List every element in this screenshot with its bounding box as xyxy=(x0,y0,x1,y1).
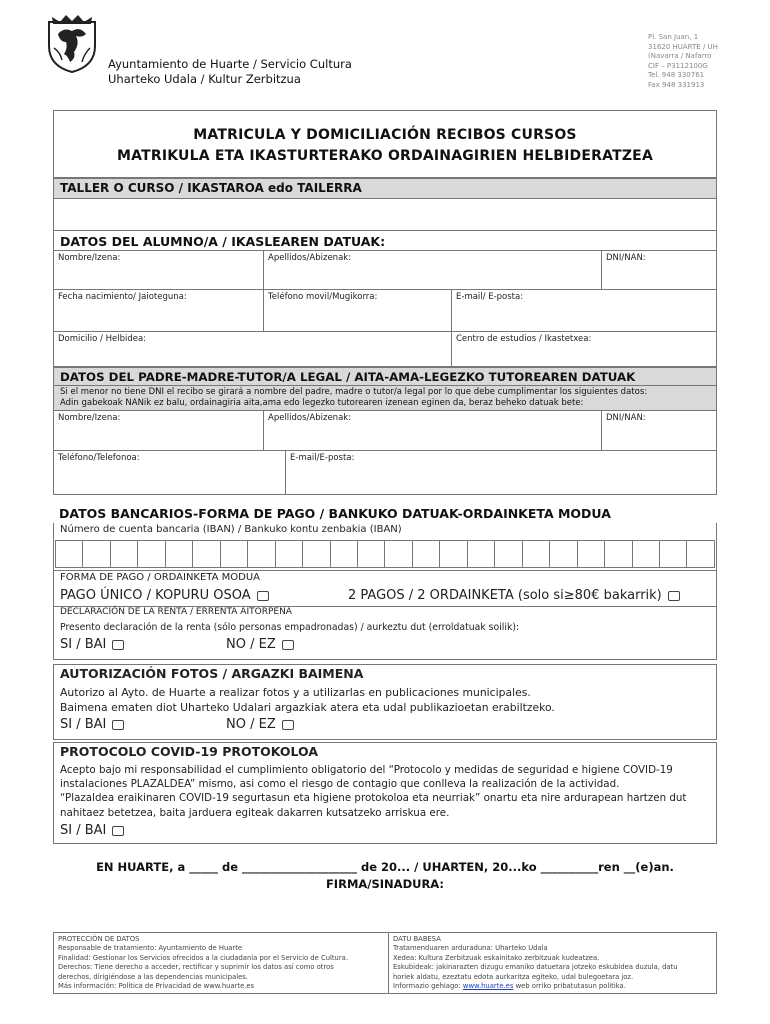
guardian-row-2 xyxy=(53,451,717,495)
address-line: (Navarra / Nafarro xyxy=(648,52,712,61)
two-payments-label: 2 PAGOS / 2 ORDAINKETA (solo si≥80€ bakarrik) xyxy=(348,588,662,603)
org-line-1: Ayuntamiento de Huarte / Servicio Cultura xyxy=(108,57,352,71)
address-line: 31620 HUARTE / UH xyxy=(648,42,718,51)
iban-digit-box[interactable] xyxy=(578,540,605,568)
covid-heading: PROTOCOLO COVID-19 PROTOKOLOA xyxy=(60,744,318,759)
guardian-name-field[interactable]: Nombre/Izena: xyxy=(54,411,264,450)
organization-address xyxy=(648,33,718,91)
org-line-2: Uharteko Udala / Kultur Zerbitzua xyxy=(108,72,301,86)
photos-no-checkbox[interactable] xyxy=(282,720,294,730)
data-protection-eu xyxy=(389,933,716,993)
course-heading: TALLER O CURSO / IKASTAROA edo TAILERRA xyxy=(53,178,717,199)
two-payments-option xyxy=(348,588,680,603)
iban-digit-box[interactable] xyxy=(303,540,330,568)
iban-digit-box[interactable] xyxy=(111,540,138,568)
iban-digit-box[interactable] xyxy=(550,540,577,568)
footer-line: Finalidad: Gestionar los Servicios ofrecidos a la ciudadanía por el Servicio de Cultura. xyxy=(58,953,348,962)
student-dni-field[interactable]: DNI/NAN: xyxy=(606,253,646,263)
guardian-dni-field[interactable]: DNI/NAN: xyxy=(606,413,646,423)
iban-digit-box[interactable] xyxy=(385,540,412,568)
form-title-es: MATRICULA Y DOMICILIACIÓN RECIBOS CURSOS xyxy=(193,127,577,143)
footer-line: Derechos: Tiene derecho a acceder, rectificar y suprimir los datos así como otros xyxy=(58,963,334,972)
address-line: Fax 948 331913 xyxy=(648,80,705,89)
footer-line: PROTECCIÓN DE DATOS xyxy=(58,935,140,943)
footer-line: Tratamenduaren arduraduna: Uharteko Udala xyxy=(393,944,548,953)
data-protection-es xyxy=(54,933,389,993)
iban-input[interactable] xyxy=(55,540,715,568)
guardian-row-1 xyxy=(53,411,717,451)
iban-digit-box[interactable] xyxy=(605,540,632,568)
guardian-note-eu: Adin gabekoak NANik ez balu, ordainagiria aita,ama edo legezko tutorearen izenean eginen da, beraz beheko datuak bete: xyxy=(60,398,584,408)
covid-yes-option xyxy=(60,823,124,838)
student-email-field[interactable]: E-mail/ E-posta: xyxy=(456,292,524,302)
footer-line: DATU BABESA xyxy=(393,935,441,943)
photos-no-option xyxy=(226,717,294,732)
footer-line: derechos, dirigiéndose a las dependencias municipales. xyxy=(58,972,249,981)
student-phone-field[interactable]: Teléfono movil/Mugikorra: xyxy=(264,290,452,331)
renta-yes-option xyxy=(60,637,124,652)
iban-digit-box[interactable] xyxy=(166,540,193,568)
iban-digit-box[interactable] xyxy=(138,540,165,568)
bank-heading: DATOS BANCARIOS-FORMA DE PAGO / BANKUKO DATUAK-ORDAINKETA MODUA xyxy=(53,503,717,523)
renta-text: Presento declaración de la renta (sólo personas empadronadas) / aurkeztu dut (erroldatuak soilik): xyxy=(60,622,520,633)
single-payment-label: PAGO ÚNICO / KOPURU OSOA xyxy=(60,588,251,603)
footer-line: Xedea: Kultura Zerbitzuak eskainitako zerbitzuak kudeatzea. xyxy=(393,953,600,962)
covid-yes-label: SI / BAI xyxy=(60,823,107,838)
photos-text-es: Autorizo al Ayto. de Huarte a realizar fotos y a utilizarlas en publicaciones municipales. xyxy=(60,686,531,699)
iban-digit-box[interactable] xyxy=(440,540,467,568)
coat-of-arms-icon xyxy=(46,12,98,74)
iban-digit-box[interactable] xyxy=(660,540,687,568)
guardian-phone-field[interactable]: Teléfono/Telefonoa: xyxy=(54,451,286,494)
footer-line xyxy=(393,982,712,991)
photos-yes-checkbox[interactable] xyxy=(112,720,124,730)
divider xyxy=(53,570,717,571)
student-name-field[interactable]: Nombre/Izena: xyxy=(54,251,264,289)
single-payment-checkbox[interactable] xyxy=(257,591,269,601)
renta-no-label: NO / EZ xyxy=(226,637,276,652)
covid-text-eu-2: nahitaez betetzea, baita jarduera egiteak dakarren kutsatzeko arriskua ere. xyxy=(60,807,450,819)
student-surname-field[interactable]: Apellidos/Abizenak: xyxy=(264,251,602,289)
iban-digit-box[interactable] xyxy=(358,540,385,568)
guardian-surname-field[interactable]: Apellidos/Abizenak: xyxy=(264,411,602,450)
guardian-note-es: Si el menor no tiene DNI el recibo se girará a nombre del padre, madre o tutor/a legal por lo que debe cumplimentar los siguientes datos: xyxy=(60,387,648,397)
signature-date-line: EN HUARTE, a _____ de ____________________ de 20... / UHARTEN, 20...ko __________ren __(e)an. xyxy=(96,860,674,874)
page-header xyxy=(0,0,770,100)
iban-digit-box[interactable] xyxy=(687,540,714,568)
form-title-box xyxy=(53,110,717,178)
iban-digit-box[interactable] xyxy=(523,540,550,568)
footer-line: Eskubideak: jakinarazten dizugu emaniko datuetara jotzeko eskubidea duzula, datu xyxy=(393,963,678,972)
address-line: Pl. San Juan, 1 xyxy=(648,33,699,41)
photos-no-label: NO / EZ xyxy=(226,717,276,732)
iban-digit-box[interactable] xyxy=(331,540,358,568)
renta-label: DECLARACIÓN DE LA RENTA / ERRENTA AITORPENA xyxy=(60,607,292,617)
renta-no-checkbox[interactable] xyxy=(282,640,294,650)
covid-text-eu-1: “Plazaldea eraikinaren COVID-19 segurtasun eta higiene protokoloa eta neurriak” onartu eta nire ardurapean hartzen dut xyxy=(60,792,687,804)
signature-label: FIRMA/SINADURA: xyxy=(325,877,445,891)
photos-yes-label: SI / BAI xyxy=(60,717,107,732)
iban-digit-box[interactable] xyxy=(193,540,220,568)
student-row-1 xyxy=(53,250,717,290)
guardian-heading: DATOS DEL PADRE-MADRE-TUTOR/A LEGAL / AITA-AMA-LEGEZKO TUTOREAREN DATUAK xyxy=(53,367,717,386)
covid-text-es-2: instalaciones PLAZALDEA” mismo, asi como el riesgo de contagio que conlleva la realización de la actividad. xyxy=(60,778,620,790)
iban-digit-box[interactable] xyxy=(83,540,110,568)
single-payment-option xyxy=(60,588,269,603)
student-row-2 xyxy=(53,290,717,332)
photos-heading: AUTORIZACIÓN FOTOS / ARGAZKI BAIMENA xyxy=(60,666,364,681)
guardian-email-field[interactable]: E-mail/E-posta: xyxy=(290,453,355,463)
address-line: CIF – P3112100G xyxy=(648,61,708,70)
footer-line: horiek aldatu, ezeztatu edota aurkaritza egiteko, udal bulegoetara joz. xyxy=(393,972,634,981)
iban-digit-box[interactable] xyxy=(221,540,248,568)
iban-label: Número de cuenta bancaria (IBAN) / Bankuko kontu zenbakia (IBAN) xyxy=(60,524,402,535)
website-link[interactable]: www.huarte.es xyxy=(462,982,514,991)
covid-yes-checkbox[interactable] xyxy=(112,826,124,836)
renta-yes-label: SI / BAI xyxy=(60,637,107,652)
footer-line: Más información: Política de Privacidad de www.huarte.es xyxy=(58,982,255,991)
student-heading: DATOS DEL ALUMNO/A / IKASLEAREN DATUAK: xyxy=(53,231,717,251)
iban-digit-box[interactable] xyxy=(55,540,83,568)
footer-info-prefix: Informazio gehiago: xyxy=(393,982,463,991)
form-title-eu: MATRIKULA ETA IKASTURTERAKO ORDAINAGIRIEN HELBIDERATZEA xyxy=(117,148,653,164)
iban-digit-box[interactable] xyxy=(276,540,303,568)
payment-label: FORMA DE PAGO / ORDAINKETA MODUA xyxy=(60,572,261,583)
renta-yes-checkbox[interactable] xyxy=(112,640,124,650)
iban-digit-box[interactable] xyxy=(248,540,275,568)
address-line: Tel. 948 330761 xyxy=(648,71,705,80)
renta-no-option xyxy=(226,637,294,652)
course-field[interactable] xyxy=(53,199,717,231)
two-payments-checkbox[interactable] xyxy=(668,591,680,601)
footer-line: Responsable de tratamiento: Ayuntamiento de Huarte xyxy=(58,944,243,953)
student-address-field[interactable]: Domicilio / Helbidea: xyxy=(54,332,452,366)
iban-digit-box[interactable] xyxy=(413,540,440,568)
iban-digit-box[interactable] xyxy=(468,540,495,568)
guardian-note xyxy=(53,386,717,411)
photos-yes-option xyxy=(60,717,124,732)
student-row-3 xyxy=(53,332,717,367)
iban-digit-box[interactable] xyxy=(495,540,522,568)
student-birth-field[interactable]: Fecha nacimiento/ Jaioteguna: xyxy=(54,290,264,331)
footer-info-suffix: web orriko pribatutasun politika. xyxy=(513,982,626,991)
photos-text-eu: Baimena ematen diot Uharteko Udalari argazkiak atera eta udal publikazioetan erabiltzeko. xyxy=(60,701,555,714)
student-school-field[interactable]: Centro de estudios / Ikastetxea: xyxy=(456,334,592,344)
iban-digit-box[interactable] xyxy=(633,540,660,568)
data-protection-footer xyxy=(53,932,717,994)
organization-name xyxy=(108,57,352,87)
covid-text-es-1: Acepto bajo mi responsabilidad el cumplimiento obligatorio del “Protocolo y medidas de seguridad e higiene COVID-19 xyxy=(60,764,673,776)
